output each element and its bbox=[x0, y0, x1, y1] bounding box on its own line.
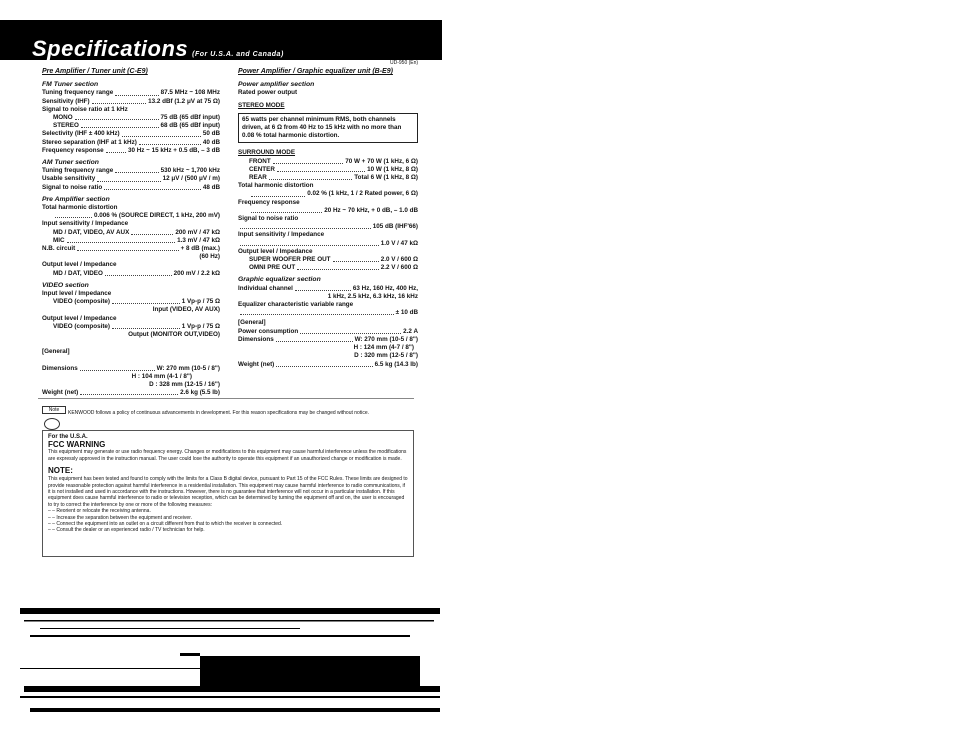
spec-row: 0.02 % (1 kHz, 1 / 2 Rated power, 6 Ω) bbox=[238, 190, 418, 198]
fm-tuner-heading: FM Tuner section bbox=[42, 81, 99, 89]
spec-row: FRONT 70 W + 70 W (1 kHz, 6 Ω) bbox=[249, 157, 418, 165]
spec-row: Signal to noise ratio 48 dB bbox=[42, 183, 220, 191]
spec-label: Total harmonic distortion bbox=[42, 204, 118, 212]
title-text: Specifications bbox=[32, 36, 189, 61]
general-label: [General] bbox=[238, 319, 266, 327]
page-top-margin bbox=[0, 0, 954, 20]
spec-value: D : 320 mm (12-5 / 8") bbox=[354, 352, 418, 360]
graphic-eq-heading: Graphic equalizer section bbox=[238, 276, 321, 284]
fcc-measure: – – Increase the separation between the equipment and receiver. bbox=[48, 514, 192, 521]
fcc-region: For the U.S.A. bbox=[48, 434, 88, 440]
spec-value: D : 328 mm (12-15 / 16") bbox=[149, 380, 220, 388]
spec-value: Output (MONITOR OUT,VIDEO) bbox=[128, 331, 220, 339]
spec-row: Usable sensitivity 12 μV / (500 μV / m) bbox=[42, 175, 220, 183]
general-label: [General] bbox=[42, 348, 70, 356]
kenwood-logo-icon bbox=[44, 418, 60, 430]
spec-row: N.B. circuit + 8 dB (max.) bbox=[42, 245, 220, 253]
fcc-title: FCC WARNING bbox=[48, 440, 106, 450]
spec-row: 105 dB (IHF'66) bbox=[238, 223, 418, 231]
spec-row: CENTER 10 W (1 kHz, 8 Ω) bbox=[249, 165, 418, 173]
video-heading: VIDEO section bbox=[42, 281, 89, 289]
spec-label: Output level / Impedance bbox=[42, 261, 117, 269]
spec-row: Tuning frequency range 87.5 MHz ~ 108 MHz bbox=[42, 89, 220, 97]
spec-row: Individual channel 63 Hz, 160 Hz, 400 Hz, bbox=[238, 284, 418, 292]
spec-label: Signal to noise ratio at 1 kHz bbox=[42, 105, 128, 113]
spec-row: REAR Total 6 W (1 kHz, 8 Ω) bbox=[249, 174, 418, 182]
spec-row: STEREO 68 dB (65 dBf input) bbox=[53, 122, 220, 130]
model-code: UD-950 (En) bbox=[390, 60, 419, 66]
am-tuner-heading: AM Tuner section bbox=[42, 159, 99, 167]
pre-amplifier-heading: Pre Amplifier section bbox=[42, 195, 110, 203]
spec-label: Equalizer characteristic variable range bbox=[238, 301, 354, 309]
fcc-measure: – – Consult the dealer or an experienced radio / TV technician for help. bbox=[48, 527, 205, 534]
spec-label: Frequency response bbox=[238, 198, 300, 206]
note-text: KENWOOD follows a policy of continuous advancements in development. For this reason specifications may be changed without notice. bbox=[68, 410, 369, 416]
spec-row: Power consumption 2.2 A bbox=[238, 327, 418, 335]
spec-row: MIC 1.3 mV / 47 kΩ bbox=[53, 236, 220, 244]
spec-label: Output level / Impedance bbox=[238, 247, 313, 255]
spec-row: Tuning frequency range 530 kHz ~ 1,700 kHz bbox=[42, 167, 220, 175]
spec-row: 0.006 % (SOURCE DIRECT, 1 kHz, 200 mV) bbox=[42, 212, 220, 220]
spec-row: Stereo separation (IHF at 1 kHz) 40 dB bbox=[42, 138, 220, 146]
spec-row: MONO 75 dB (65 dBf input) bbox=[53, 114, 220, 122]
stereo-mode-box: 65 watts per channel minimum RMS, both channels driven, at 6 Ω from 40 Hz to 15 kHz with no more than 0.08 % total harmonic distortion. bbox=[238, 113, 418, 144]
page-title bbox=[32, 36, 284, 62]
spec-row: Frequency response 30 Hz ~ 15 kHz + 0.5 dB, – 3 dB bbox=[42, 146, 220, 154]
note-tag: Note bbox=[42, 406, 66, 414]
surround-mode-heading: SURROUND MODE bbox=[238, 149, 296, 157]
spec-row: SUPER WOOFER PRE OUT 2.0 V / 600 Ω bbox=[249, 256, 418, 264]
stereo-mode-heading: STEREO MODE bbox=[238, 101, 285, 109]
title-subtitle: (For U.S.A. and Canada) bbox=[192, 51, 284, 58]
fcc-note-text: This equipment has been tested and found to comply with the limits for a Class B digital device, pursuant to Part 15 of the FCC Rules. These limits are designed to provide reasonable protection against harmful interference in a residential installation. This equipment may cause harmful interference to radio communications, if it is not installed and used in accordance with the instructions. However, there is no guarantee that interference will not occur in a particular installation. If this equipment does cause harmful interference to radio or television reception, which can be determined by turning the equipment off and on, the user is encouraged to try to correct the interference by one or more of the following measures: bbox=[48, 476, 408, 508]
spec-value: (60 Hz) bbox=[199, 253, 220, 261]
spec-label: Rated power output bbox=[238, 89, 298, 97]
spec-label: Input sensitivity / Impedance bbox=[42, 220, 129, 228]
spec-row: MD / DAT, VIDEO 200 mV / 2.2 kΩ bbox=[53, 269, 220, 277]
spec-row: 20 Hz ~ 70 kHz, + 0 dB, – 1.0 dB bbox=[238, 207, 418, 215]
scan-artifact-bottom bbox=[0, 590, 440, 738]
spec-row: Dimensions W: 270 mm (10-5 / 8") bbox=[42, 364, 220, 372]
spec-value: Input (VIDEO, AV AUX) bbox=[152, 306, 220, 314]
spec-label: Input level / Impedance bbox=[42, 290, 112, 298]
fcc-note-title: NOTE: bbox=[48, 466, 73, 476]
spec-row: MD / DAT, VIDEO, AV AUX 200 mV / 47 kΩ bbox=[53, 228, 220, 236]
spec-row: OMNI PRE OUT 2.2 V / 600 Ω bbox=[249, 264, 418, 272]
divider bbox=[38, 398, 414, 399]
spec-row: ± 10 dB bbox=[238, 309, 418, 317]
power-eq-heading: Power Amplifier / Graphic equalizer unit (B-E9) bbox=[238, 68, 393, 75]
spec-row: Selectivity (IHF ± 400 kHz) 50 dB bbox=[42, 130, 220, 138]
fcc-warning-text: This equipment may generate or use radio frequency energy. Changes or modifications to this equipment may cause harmful interference unless the modifications are expressly approved in the instruction manual. The user could lose the authority to operate this equipment if an unauthorized change or modification is made. bbox=[48, 449, 407, 462]
spec-row: Sensitivity (IHF) 13.2 dBf (1.2 μV at 75 Ω) bbox=[42, 97, 220, 105]
right-column bbox=[238, 68, 418, 369]
spec-value: 1 kHz, 2.5 kHz, 6.3 kHz, 16 kHz bbox=[327, 292, 418, 300]
spec-row: VIDEO (composite) 1 Vp-p / 75 Ω bbox=[53, 322, 220, 330]
fcc-measure: – – Connect the equipment into an outlet on a circuit different from that to which the receiver is connected. bbox=[48, 521, 283, 528]
spec-label: Output level / Impedance bbox=[42, 314, 117, 322]
preamp-tuner-heading: Pre Amplifier / Tuner unit (C-E9) bbox=[42, 68, 148, 75]
spec-row: 1.0 V / 47 kΩ bbox=[238, 240, 418, 248]
spec-label: Input sensitivity / Impedance bbox=[238, 231, 325, 239]
spec-row: VIDEO (composite) 1 Vp-p / 75 Ω bbox=[53, 298, 220, 306]
spec-row: Dimensions W: 270 mm (10-5 / 8") bbox=[238, 335, 418, 343]
spec-row: Weight (net) 2.6 kg (5.5 lb) bbox=[42, 389, 220, 397]
fcc-warning-box bbox=[42, 430, 414, 557]
spec-label: Signal to noise ratio bbox=[238, 215, 299, 223]
fcc-measure: – – Reorient or relocate the receiving antenna. bbox=[48, 508, 151, 515]
spec-value: H : 124 mm (4-7 / 8") bbox=[353, 344, 414, 352]
spec-value: H : 104 mm (4-1 / 8") bbox=[131, 372, 192, 380]
power-amp-heading: Power amplifier section bbox=[238, 81, 315, 89]
spec-row: Weight (net) 6.5 kg (14.3 lb) bbox=[238, 360, 418, 368]
spec-label: Total harmonic distortion bbox=[238, 182, 314, 190]
left-column bbox=[42, 68, 220, 397]
title-banner bbox=[22, 20, 442, 60]
scan-edge-left bbox=[0, 20, 22, 60]
